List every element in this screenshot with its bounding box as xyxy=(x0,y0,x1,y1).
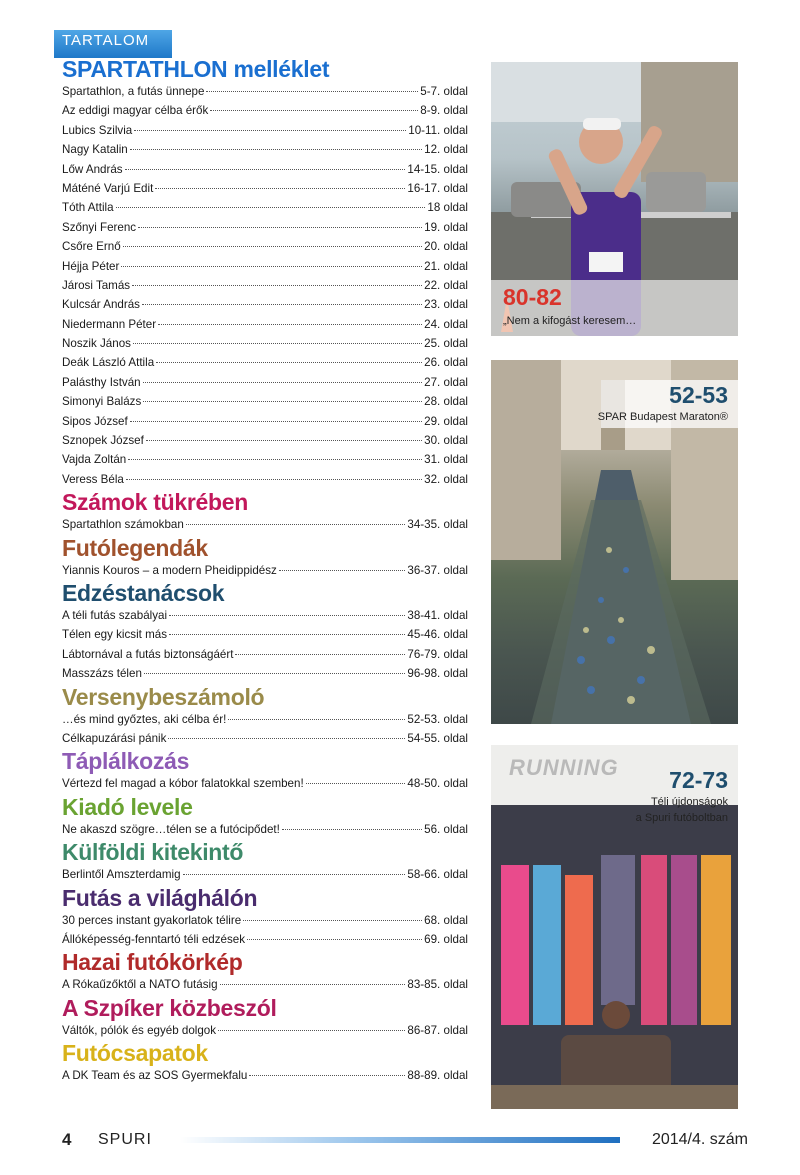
entry-page: 83-85. oldal xyxy=(407,978,468,992)
entry-page: 28. oldal xyxy=(424,395,468,409)
feature-caption-line1: Téli újdonságok xyxy=(650,796,728,808)
entry-page: 31. oldal xyxy=(424,453,468,467)
feature-pages: 52-53 xyxy=(669,382,728,408)
toc-entry[interactable] xyxy=(62,315,468,334)
entry-page: 14-15. oldal xyxy=(407,162,468,176)
runner-photo xyxy=(491,62,738,336)
dot-leader xyxy=(282,829,422,830)
toc-entry[interactable] xyxy=(62,373,468,392)
toc-entry[interactable] xyxy=(62,975,468,994)
section-tab xyxy=(54,30,172,58)
entry-page: 24. oldal xyxy=(424,317,468,331)
entry-title: Niedermann Péter xyxy=(62,317,157,331)
dot-leader xyxy=(183,874,406,875)
entry-title: Lőw András xyxy=(62,162,123,176)
toc-entry[interactable] xyxy=(62,1066,468,1085)
toc-entry[interactable] xyxy=(62,198,468,217)
toc-entry[interactable] xyxy=(62,295,468,314)
dot-leader xyxy=(133,343,422,344)
dot-leader xyxy=(243,920,422,921)
section-title: Futócsapatok xyxy=(62,1040,208,1067)
entry-title: Simonyi Balázs xyxy=(62,395,142,409)
section-title: Táplálkozás xyxy=(62,748,190,775)
entry-title: …és mind győztes, aki célba ér! xyxy=(62,712,227,726)
entry-title: Váltók, pólók és egyéb dolgok xyxy=(62,1023,217,1037)
entry-page: 96-98. oldal xyxy=(407,667,468,681)
toc-entry[interactable] xyxy=(62,625,468,644)
toc-entry[interactable] xyxy=(62,160,468,179)
entry-page: 36-37. oldal xyxy=(407,563,468,577)
entry-page: 27. oldal xyxy=(424,375,468,389)
dot-leader xyxy=(218,1030,405,1031)
dot-leader xyxy=(210,110,418,111)
entry-title: Állóképesség-fenntartó téli edzések xyxy=(62,932,246,946)
magazine-name: SPURI xyxy=(98,1131,152,1148)
section-title: Edzéstanácsok xyxy=(62,579,225,606)
feature-pages: 72-73 xyxy=(669,767,728,793)
section-title: Kiadó levele xyxy=(62,793,193,820)
entry-title: Lábtornával a futás biztonságáért xyxy=(62,647,234,661)
toc-entry[interactable] xyxy=(62,1021,468,1040)
toc-entry[interactable] xyxy=(62,664,468,683)
entry-page: 52-53. oldal xyxy=(407,712,468,726)
entry-title: Veress Béla xyxy=(62,472,124,486)
dot-leader xyxy=(121,266,422,267)
entry-page: 32. oldal xyxy=(424,472,468,486)
store-sign: RUNNING xyxy=(509,755,619,780)
toc-entry[interactable] xyxy=(62,865,468,884)
footer-bar xyxy=(180,1137,620,1143)
dot-leader xyxy=(144,673,406,674)
dot-leader xyxy=(158,324,422,325)
entry-page: 86-87. oldal xyxy=(407,1023,468,1037)
section-title: A Szpíker közbeszól xyxy=(62,994,277,1021)
dot-leader xyxy=(125,169,406,170)
toc-entry[interactable] xyxy=(62,276,468,295)
dot-leader xyxy=(142,304,422,305)
dot-leader xyxy=(143,382,423,383)
entry-title: Csőre Ernő xyxy=(62,240,121,254)
store-photo xyxy=(491,745,738,1109)
toc-entry[interactable] xyxy=(62,121,468,140)
toc-entry[interactable] xyxy=(62,218,468,237)
entry-title: Berlintől Amszterdamig xyxy=(62,868,181,882)
toc-entry[interactable] xyxy=(62,515,468,534)
section-title: Külföldi kitekintő xyxy=(62,839,244,866)
entry-title: Célkapuzárási pánik xyxy=(62,731,167,745)
dot-leader xyxy=(247,939,422,940)
entry-title: Télen egy kicsit más xyxy=(62,628,168,642)
entry-page: 26. oldal xyxy=(424,356,468,370)
toc-entry[interactable] xyxy=(62,820,468,839)
feature-caption: „Nem a kifogást keresem… xyxy=(503,315,637,327)
toc-entry[interactable] xyxy=(62,774,468,793)
entry-page: 76-79. oldal xyxy=(407,647,468,661)
toc-entry[interactable] xyxy=(62,82,468,101)
dot-leader xyxy=(169,615,405,616)
entry-title: Ne akaszd szögre…télen se a futócipődet! xyxy=(62,822,280,836)
entry-title: A Rókaűzőktől a NATO futásig xyxy=(62,978,218,992)
dot-leader xyxy=(126,479,422,480)
marathon-crowd-photo xyxy=(491,360,738,724)
dot-leader xyxy=(156,362,422,363)
toc-entry[interactable] xyxy=(62,353,468,372)
tab-label: TARTALOM xyxy=(62,32,150,49)
entry-title: Yiannis Kouros – a modern Pheidippidész xyxy=(62,563,277,577)
entry-title: Tóth Attila xyxy=(62,201,114,215)
dot-leader xyxy=(116,207,426,208)
entry-page: 48-50. oldal xyxy=(407,777,468,791)
entry-page: 69. oldal xyxy=(424,932,468,946)
feature-caption: SPAR Budapest Maraton® xyxy=(597,411,728,423)
dot-leader xyxy=(306,783,406,784)
entry-page: 10-11. oldal xyxy=(408,123,468,137)
entry-page: 68. oldal xyxy=(424,913,468,927)
toc-entry[interactable] xyxy=(62,645,468,664)
entry-page: 21. oldal xyxy=(424,259,468,273)
toc-entry[interactable] xyxy=(62,561,468,580)
entry-page: 23. oldal xyxy=(424,298,468,312)
dot-leader xyxy=(228,719,405,720)
dot-leader xyxy=(249,1075,405,1076)
page-number: 4 xyxy=(62,1130,72,1149)
dot-leader xyxy=(134,130,406,131)
toc-entry[interactable] xyxy=(62,431,468,450)
section-title: Futás a világhálón xyxy=(62,884,258,911)
entry-title: Járosi Tamás xyxy=(62,278,131,292)
entry-page: 5-7. oldal xyxy=(420,85,468,98)
entry-title: Noszik János xyxy=(62,337,131,351)
toc-entry[interactable] xyxy=(62,334,468,353)
dot-leader xyxy=(186,524,406,525)
section-title: Futólegendák xyxy=(62,534,208,561)
entry-title: Lubics Szilvia xyxy=(62,123,133,137)
entry-title: Masszázs télen xyxy=(62,667,142,681)
entry-title: Sipos József xyxy=(62,414,128,428)
entry-title: Spartathlon számokban xyxy=(62,518,184,532)
issue-label: 2014/4. szám xyxy=(651,1131,748,1148)
feature-pages: 80-82 xyxy=(503,284,562,310)
section-title: Számok tükrében xyxy=(62,489,248,516)
dot-leader xyxy=(128,459,422,460)
entry-title: A DK Team és az SOS Gyermekfalu xyxy=(62,1069,248,1083)
entry-title: Sznopek József xyxy=(62,434,144,448)
dot-leader xyxy=(138,227,422,228)
entry-page: 12. oldal xyxy=(424,143,468,157)
dot-leader xyxy=(220,984,406,985)
entry-page: 54-55. oldal xyxy=(407,731,468,745)
entry-page: 18 oldal xyxy=(427,201,468,215)
entry-page: 56. oldal xyxy=(424,822,468,836)
entry-page: 88-89. oldal xyxy=(407,1069,468,1083)
dot-leader xyxy=(235,654,405,655)
toc-entry[interactable] xyxy=(62,140,468,159)
entry-page: 38-41. oldal xyxy=(407,608,468,622)
entry-page: 30. oldal xyxy=(424,434,468,448)
toc-entry[interactable] xyxy=(62,412,468,431)
entry-page: 19. oldal xyxy=(424,220,468,234)
entry-page: 8-9. oldal xyxy=(420,104,468,118)
entry-page: 25. oldal xyxy=(424,337,468,351)
entry-title: Vértezd fel magad a kóbor falatokkal szemben! xyxy=(62,777,304,791)
section-title: Hazai futókörkép xyxy=(62,949,243,976)
entry-page: 20. oldal xyxy=(424,240,468,254)
section-title: SPARTATHLON melléklet xyxy=(62,56,330,82)
entry-title: Spartathlon, a futás ünnepe xyxy=(62,85,205,98)
dot-leader xyxy=(155,188,405,189)
toc-entry[interactable] xyxy=(62,470,468,489)
dot-leader xyxy=(123,246,423,247)
dot-leader xyxy=(130,421,422,422)
dot-leader xyxy=(146,440,422,441)
toc-entry[interactable] xyxy=(62,911,468,930)
dot-leader xyxy=(168,738,405,739)
toc-entry[interactable] xyxy=(62,392,468,411)
entry-title: Héjja Péter xyxy=(62,259,120,273)
entry-title: 30 perces instant gyakorlatok télire xyxy=(62,913,242,927)
feature-caption-line2: a Spuri futóboltban xyxy=(635,812,728,824)
table-of-contents xyxy=(62,56,468,1085)
dot-leader xyxy=(279,570,406,571)
dot-leader xyxy=(206,91,418,92)
entry-title: Szőnyi Ferenc xyxy=(62,220,137,234)
entry-title: Deák László Attila xyxy=(62,356,155,370)
entry-title: Az eddigi magyar célba érők xyxy=(62,104,209,118)
toc-entry[interactable] xyxy=(62,710,468,729)
toc-entry[interactable] xyxy=(62,729,468,748)
toc-entry[interactable] xyxy=(62,606,468,625)
entry-title: Máténé Varjú Edit xyxy=(62,181,154,195)
entry-title: Vajda Zoltán xyxy=(62,453,127,467)
entry-title: Nagy Katalin xyxy=(62,143,128,157)
entry-page: 29. oldal xyxy=(424,414,468,428)
toc-entry[interactable] xyxy=(62,179,468,198)
entry-page: 16-17. oldal xyxy=(407,181,468,195)
section-title: Versenybeszámoló xyxy=(62,683,265,710)
entry-title: A téli futás szabályai xyxy=(62,608,168,622)
dot-leader xyxy=(132,285,422,286)
toc-entry[interactable] xyxy=(62,450,468,469)
entry-page: 58-66. oldal xyxy=(407,868,468,882)
entry-title: Kulcsár András xyxy=(62,298,140,312)
toc-entry[interactable] xyxy=(62,237,468,256)
entry-page: 22. oldal xyxy=(424,278,468,292)
dot-leader xyxy=(143,401,422,402)
toc-entry[interactable] xyxy=(62,257,468,276)
entry-page: 45-46. oldal xyxy=(407,628,468,642)
entry-title: Palásthy István xyxy=(62,375,141,389)
dot-leader xyxy=(169,634,405,635)
toc-entry[interactable] xyxy=(62,101,468,120)
entry-page: 34-35. oldal xyxy=(407,518,468,532)
toc-entry[interactable] xyxy=(62,930,468,949)
dot-leader xyxy=(130,149,422,150)
